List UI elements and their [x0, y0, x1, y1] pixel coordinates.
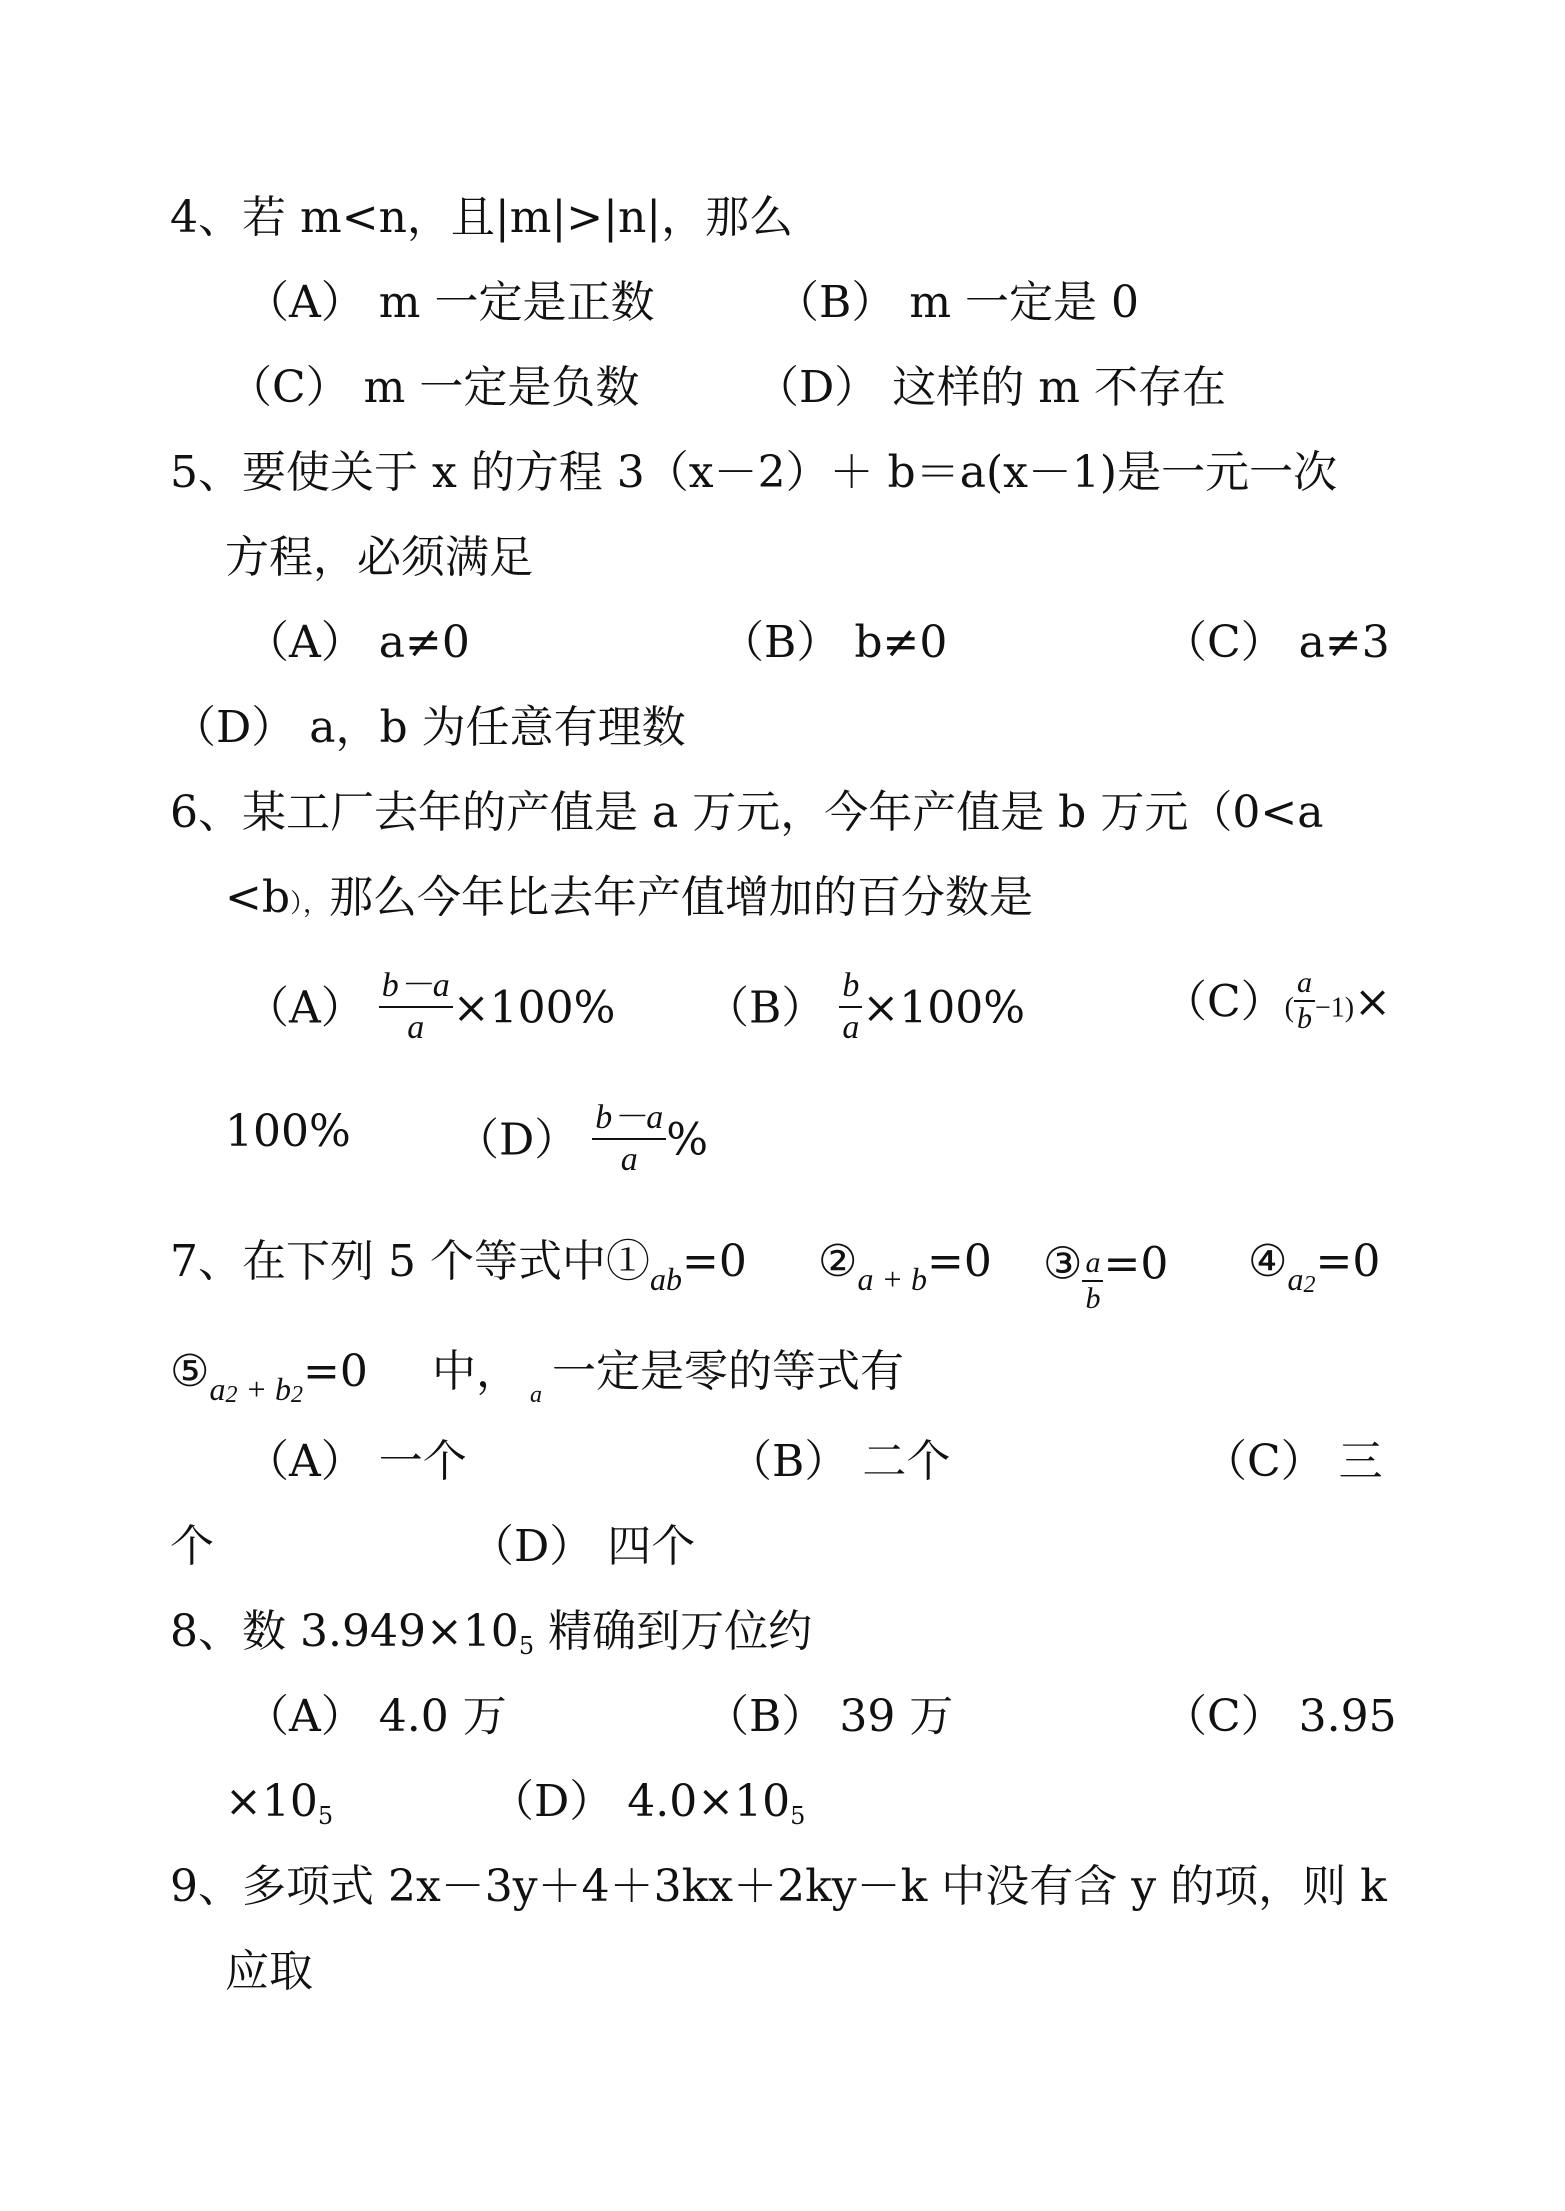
q4-stem: 4、若 m<n，且|m|>|n|，那么 — [170, 192, 794, 243]
q7-option-c: （C） 三 — [1203, 1436, 1383, 1487]
q7-eq3-numerator: a — [1082, 1246, 1103, 1282]
q8-option-d-text: （D） 4.0×10 — [490, 1776, 791, 1827]
q6-option-b-fraction — [839, 966, 862, 1048]
q7-variable-a: a — [530, 1382, 542, 1408]
q7-option-d: （D） 四个 — [470, 1521, 696, 1572]
q6-option-c-tail: × — [1354, 976, 1391, 1028]
q6-option-d-tail: % — [666, 1114, 709, 1166]
q7-option-b: （B） 二个 — [728, 1436, 951, 1487]
q7-eq5-plus-b: + b — [237, 1371, 292, 1407]
q6-stem-rest: 那么今年比去年产值增加的百分数是 — [329, 872, 1034, 923]
q5-option-b: （B） b≠0 — [720, 617, 948, 668]
q8-option-c-times: ×10 — [225, 1776, 318, 1827]
q4-option-b: （B） m 一定是 0 — [775, 277, 1140, 328]
q6-option-b-numerator: b — [839, 966, 862, 1008]
q7-eq1 — [605, 1236, 747, 1297]
q7-eq3-fraction — [1082, 1246, 1103, 1316]
q7-eq2-expr: a + b — [857, 1261, 928, 1297]
q5-option-a: （A） a≠0 — [245, 617, 470, 668]
q6-option-c-continued: 100% — [225, 1106, 351, 1157]
q7-stem-tail — [432, 1342, 904, 1409]
q6-option-d-fraction — [592, 1098, 666, 1180]
q7-eq5-equals: =0 — [303, 1346, 368, 1397]
q8-option-d — [490, 1772, 805, 1838]
q6-option-c-fraction — [1294, 966, 1315, 1036]
q9-stem-line2: 应取 — [225, 1946, 313, 1997]
q7-eq4-power: 2 — [1303, 1272, 1316, 1298]
q6-stem-lt-b: <b — [225, 872, 291, 923]
q5-stem-line1: 5、要使关于 x 的方程 3（x－2）＋ b＝a(x－1)是一元一次 — [170, 447, 1338, 498]
q7-eq4-equals: =0 — [1315, 1236, 1381, 1287]
q7-eq2-equals: =0 — [927, 1236, 992, 1287]
q8-option-b: （B） 39 万 — [705, 1691, 954, 1742]
q7-stem-prefix: 7、在下列 5 个等式中 — [170, 1236, 606, 1287]
q6-stem-close: ）， — [290, 889, 330, 919]
q7-eq5-power1: 2 — [225, 1382, 238, 1408]
q7-eq2 — [818, 1232, 992, 1295]
q8-option-d-power: 5 — [790, 1802, 806, 1830]
q8-option-c-continued — [225, 1772, 333, 1838]
q7-eq1-equals: =0 — [681, 1236, 747, 1287]
q6-option-a-fraction — [379, 966, 453, 1048]
q6-option-c-label: （C） — [1163, 976, 1285, 1028]
q7-eq4 — [1248, 1232, 1380, 1299]
q6-option-a-label: （A） — [245, 982, 365, 1034]
q6-stem-line1: 6、某工厂去年的产值是 a 万元，今年产值是 b 万元（0<a — [170, 787, 1324, 838]
q7-eq3-mark: ③ — [1043, 1238, 1083, 1290]
q6-option-b-denominator: a — [842, 1009, 860, 1046]
q6-option-d-denominator: a — [620, 1141, 638, 1178]
q7-eq5-power2: 2 — [291, 1382, 304, 1408]
q5-stem-line2: 方程，必须满足 — [225, 532, 533, 583]
q4-option-a: （A） m 一定是正数 — [245, 277, 655, 328]
q7-eq3-denominator: b — [1085, 1282, 1101, 1315]
q5-option-d: （D） a，b 为任意有理数 — [172, 702, 686, 753]
q9-stem-line1: 9、多项式 2x－3y＋4＋3kx＋2ky－k 中没有含 y 的项，则 k — [170, 1861, 1387, 1912]
q7-mid-text: 中， — [432, 1346, 520, 1397]
q4-option-d: （D） 这样的 m 不存在 — [755, 362, 1226, 413]
q7-eq3-equals: =0 — [1103, 1238, 1169, 1290]
q6-option-c-open: ( — [1284, 992, 1294, 1024]
q8-option-c-power: 5 — [317, 1802, 334, 1830]
q6-option-c — [1163, 966, 1391, 1040]
q7-option-c-continued: 个 — [170, 1521, 214, 1572]
q7-eq4-mark: ④ — [1248, 1236, 1288, 1287]
q7-stem — [170, 1232, 747, 1295]
q8-stem-rest: 精确到万位约 — [534, 1606, 813, 1657]
q7-eq3 — [1043, 1232, 1169, 1315]
q6-option-b-tail: ×100% — [862, 982, 1026, 1034]
q6-option-b-label: （B） — [705, 982, 826, 1034]
q8-option-a: （A） 4.0 万 — [245, 1691, 507, 1742]
q6-option-c-mid: −1) — [1315, 992, 1355, 1024]
q6-option-d — [455, 1099, 709, 1184]
q6-option-d-numerator: b－a — [592, 1098, 666, 1140]
q8-stem-power: 5 — [518, 1632, 535, 1660]
q7-eq2-mark: ② — [818, 1236, 858, 1287]
q4-option-c: （C） m 一定是负数 — [228, 362, 640, 413]
q6-option-a-numerator: b－a — [379, 966, 453, 1008]
q7-eq5-a: a — [209, 1371, 226, 1407]
q6-option-b — [705, 967, 1026, 1052]
q7-tail-text: 一定是零的等式有 — [552, 1346, 904, 1397]
q6-option-a-tail: ×100% — [452, 982, 616, 1034]
q6-option-a-denominator: a — [407, 1009, 425, 1046]
q7-eq4-base: a — [1287, 1261, 1304, 1297]
q7-eq1-mark: ① — [605, 1236, 650, 1287]
q7-stem-line2 — [170, 1342, 368, 1409]
q7-option-a: （A） 一个 — [245, 1436, 467, 1487]
q6-stem-line2 — [225, 868, 1033, 934]
q6-option-a — [245, 967, 616, 1052]
q7-eq1-expr: ab — [649, 1261, 682, 1297]
q8-option-c: （C） 3.95 — [1163, 1691, 1397, 1742]
q8-stem-number: 8、数 3.949×10 — [170, 1606, 519, 1657]
q6-option-c-numerator: a — [1294, 966, 1315, 1002]
q6-option-d-label: （D） — [455, 1114, 579, 1166]
q5-option-c: （C） a≠3 — [1163, 617, 1390, 668]
q7-eq5-mark: ⑤ — [170, 1346, 210, 1397]
q6-option-c-denominator: b — [1297, 1002, 1312, 1035]
q8-stem — [170, 1602, 812, 1668]
